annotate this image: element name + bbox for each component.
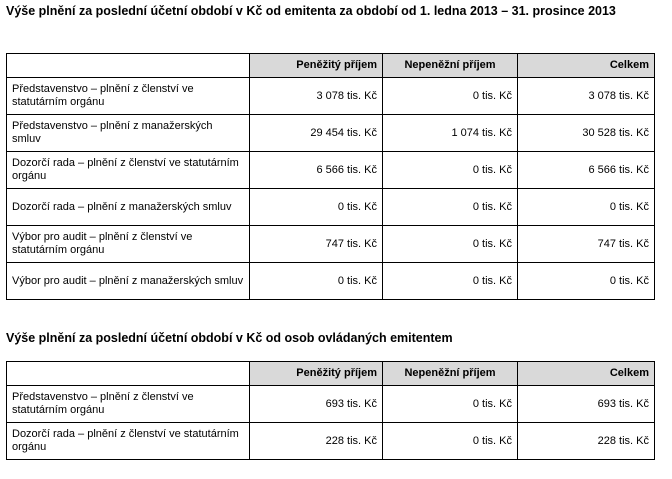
cash-value: 3 078 tis. Kč bbox=[250, 78, 383, 115]
row-label: Představenstvo – plnění z manažerských smluv bbox=[7, 115, 250, 152]
table-row bbox=[7, 152, 655, 189]
cash-value: 693 tis. Kč bbox=[250, 386, 383, 423]
header-noncash: Nepeněžní příjem bbox=[383, 362, 518, 386]
row-label: Dozorčí rada – plnění z členství ve statutárním orgánu bbox=[7, 152, 250, 189]
header-cash: Peněžitý příjem bbox=[250, 362, 383, 386]
section2-title: Výše plnění za poslední účetní období v Kč od osob ovládaných emitentem bbox=[6, 331, 453, 345]
noncash-value: 0 tis. Kč bbox=[383, 423, 518, 460]
total-value: 747 tis. Kč bbox=[518, 226, 655, 263]
controlled-entities-remuneration-table bbox=[6, 361, 655, 460]
row-label: Výbor pro audit – plnění z členství ve statutárním orgánu bbox=[7, 226, 250, 263]
section1-title: Výše plnění za poslední účetní období v Kč od emitenta za období od 1. ledna 2013 – 31. prosince 2013 bbox=[6, 4, 616, 18]
noncash-value: 1 074 tis. Kč bbox=[383, 115, 518, 152]
noncash-value: 0 tis. Kč bbox=[383, 226, 518, 263]
header-blank bbox=[7, 362, 250, 386]
total-value: 0 tis. Kč bbox=[518, 189, 655, 226]
header-cash: Peněžitý příjem bbox=[250, 54, 383, 78]
noncash-value: 0 tis. Kč bbox=[383, 263, 518, 300]
cash-value: 0 tis. Kč bbox=[250, 263, 383, 300]
header-total: Celkem bbox=[518, 54, 655, 78]
header-total: Celkem bbox=[518, 362, 655, 386]
table-row bbox=[7, 226, 655, 263]
cash-value: 6 566 tis. Kč bbox=[250, 152, 383, 189]
cash-value: 0 tis. Kč bbox=[250, 189, 383, 226]
total-value: 6 566 tis. Kč bbox=[518, 152, 655, 189]
table-row bbox=[7, 386, 655, 423]
table-row bbox=[7, 189, 655, 226]
row-label: Představenstvo – plnění z členství ve statutárním orgánu bbox=[7, 78, 250, 115]
total-value: 3 078 tis. Kč bbox=[518, 78, 655, 115]
total-value: 30 528 tis. Kč bbox=[518, 115, 655, 152]
cash-value: 747 tis. Kč bbox=[250, 226, 383, 263]
header-blank bbox=[7, 54, 250, 78]
header-noncash: Nepeněžní příjem bbox=[383, 54, 518, 78]
table-row bbox=[7, 263, 655, 300]
cash-value: 228 tis. Kč bbox=[250, 423, 383, 460]
noncash-value: 0 tis. Kč bbox=[383, 152, 518, 189]
cash-value: 29 454 tis. Kč bbox=[250, 115, 383, 152]
noncash-value: 0 tis. Kč bbox=[383, 386, 518, 423]
noncash-value: 0 tis. Kč bbox=[383, 189, 518, 226]
row-label: Dozorčí rada – plnění z manažerských smluv bbox=[7, 189, 250, 226]
row-label: Dozorčí rada – plnění z členství ve statutárním orgánu bbox=[7, 423, 250, 460]
total-value: 693 tis. Kč bbox=[518, 386, 655, 423]
table-row bbox=[7, 78, 655, 115]
header-row bbox=[7, 362, 655, 386]
row-label: Představenstvo – plnění z členství ve statutárním orgánu bbox=[7, 386, 250, 423]
total-value: 0 tis. Kč bbox=[518, 263, 655, 300]
table-row bbox=[7, 115, 655, 152]
total-value: 228 tis. Kč bbox=[518, 423, 655, 460]
header-row bbox=[7, 54, 655, 78]
noncash-value: 0 tis. Kč bbox=[383, 78, 518, 115]
emitent-remuneration-table bbox=[6, 53, 655, 300]
row-label: Výbor pro audit – plnění z manažerských smluv bbox=[7, 263, 250, 300]
table-row bbox=[7, 423, 655, 460]
